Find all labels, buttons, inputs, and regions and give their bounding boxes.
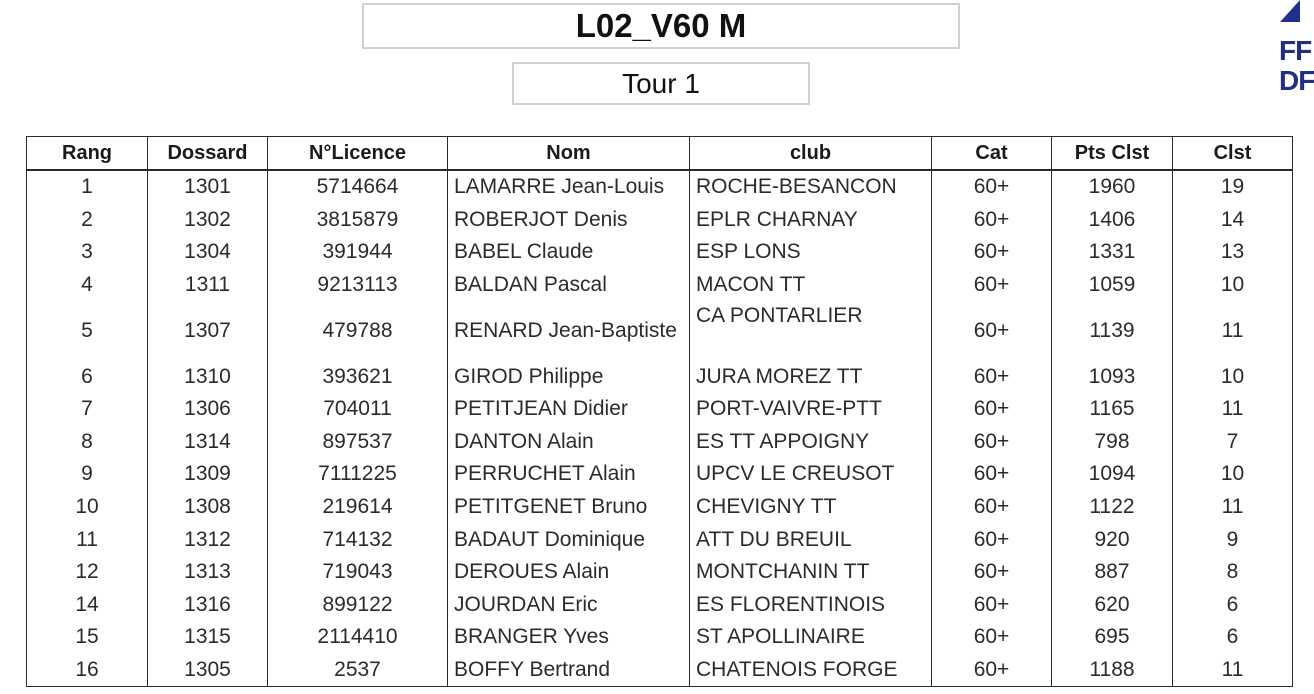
col-rang-cell: 10 [27, 491, 148, 524]
col-cat-cell: 60+ [932, 523, 1052, 556]
col-pts-clst-cell: 920 [1052, 523, 1173, 556]
col-licence-cell: 2114410 [268, 621, 448, 654]
col-nom-cell: BOFFY Bertrand [448, 654, 690, 687]
col-club-cell: ROCHE-BESANCON [690, 170, 932, 204]
col-licence-cell: 7111225 [268, 458, 448, 491]
table-row [27, 170, 1293, 204]
col-rang-cell: 12 [27, 556, 148, 589]
table-row [27, 301, 1293, 360]
col-pts-clst-cell: 1331 [1052, 236, 1173, 269]
col-clst-cell: 11 [1173, 491, 1293, 524]
col-cat-cell: 60+ [932, 236, 1052, 269]
col-dossard-cell: 1304 [148, 236, 268, 269]
col-rang-cell: 2 [27, 204, 148, 237]
col-nom-cell: BABEL Claude [448, 236, 690, 269]
federation-logo [1270, 0, 1314, 110]
col-club-cell: MONTCHANIN TT [690, 556, 932, 589]
col-pts-clst-cell: 1094 [1052, 458, 1173, 491]
col-rang-cell: 8 [27, 426, 148, 459]
col-dossard-cell: 1302 [148, 204, 268, 237]
col-nom-cell: BADAUT Dominique [448, 523, 690, 556]
col-cat-cell: 60+ [932, 654, 1052, 687]
col-licence-cell: 9213113 [268, 269, 448, 302]
col-dossard-cell: 1301 [148, 170, 268, 204]
col-pts-clst-cell: 1059 [1052, 269, 1173, 302]
col-cat-cell: 60+ [932, 301, 1052, 360]
col-licence-header: N°Licence [268, 137, 448, 171]
col-cat-cell: 60+ [932, 621, 1052, 654]
col-cat-cell: 60+ [932, 170, 1052, 204]
col-pts-clst-cell: 1122 [1052, 491, 1173, 524]
round-label: Tour 1 [512, 62, 810, 105]
col-cat-cell: 60+ [932, 589, 1052, 622]
col-clst-cell: 10 [1173, 458, 1293, 491]
col-club-cell: ST APOLLINAIRE [690, 621, 932, 654]
col-nom-cell: DANTON Alain [448, 426, 690, 459]
col-rang-cell: 6 [27, 360, 148, 393]
col-dossard-cell: 1313 [148, 556, 268, 589]
table-row [27, 458, 1293, 491]
col-rang-cell: 4 [27, 269, 148, 302]
col-clst-header: Clst [1173, 137, 1293, 171]
col-licence-cell: 5714664 [268, 170, 448, 204]
col-clst-cell: 11 [1173, 393, 1293, 426]
col-dossard-cell: 1307 [148, 301, 268, 360]
col-club-cell: CHATENOIS FORGE [690, 654, 932, 687]
col-club-cell: MACON TT [690, 269, 932, 302]
col-clst-cell: 8 [1173, 556, 1293, 589]
col-pts-clst-cell: 1188 [1052, 654, 1173, 687]
col-dossard-cell: 1315 [148, 621, 268, 654]
col-club-cell: PORT-VAIVRE-PTT [690, 393, 932, 426]
col-licence-cell: 714132 [268, 523, 448, 556]
col-nom-cell: JOURDAN Eric [448, 589, 690, 622]
col-club-cell: ES FLORENTINOIS [690, 589, 932, 622]
col-clst-cell: 6 [1173, 621, 1293, 654]
col-pts-clst-cell: 695 [1052, 621, 1173, 654]
col-pts-clst-cell: 1960 [1052, 170, 1173, 204]
col-pts-clst-cell: 1406 [1052, 204, 1173, 237]
col-cat-cell: 60+ [932, 393, 1052, 426]
col-nom-cell: BALDAN Pascal [448, 269, 690, 302]
col-clst-cell: 10 [1173, 269, 1293, 302]
col-rang-cell: 1 [27, 170, 148, 204]
col-dossard-cell: 1305 [148, 654, 268, 687]
results-table [26, 136, 1293, 687]
col-rang-cell: 7 [27, 393, 148, 426]
col-club-cell: ESP LONS [690, 236, 932, 269]
col-cat-cell: 60+ [932, 458, 1052, 491]
table-row [27, 236, 1293, 269]
col-licence-cell: 393621 [268, 360, 448, 393]
col-clst-cell: 10 [1173, 360, 1293, 393]
col-rang-cell: 15 [27, 621, 148, 654]
col-clst-cell: 14 [1173, 204, 1293, 237]
table-row [27, 360, 1293, 393]
col-nom-cell: PERRUCHET Alain [448, 458, 690, 491]
col-pts-clst-cell: 1139 [1052, 301, 1173, 360]
logo-text: FF DF [1279, 35, 1314, 96]
col-licence-cell: 3815879 [268, 204, 448, 237]
col-dossard-header: Dossard [148, 137, 268, 171]
col-licence-cell: 897537 [268, 426, 448, 459]
col-cat-header: Cat [932, 137, 1052, 171]
col-dossard-cell: 1308 [148, 491, 268, 524]
table-row [27, 589, 1293, 622]
table-row [27, 556, 1293, 589]
table-body [27, 170, 1293, 687]
col-clst-cell: 11 [1173, 301, 1293, 360]
table-row [27, 491, 1293, 524]
col-pts-clst-cell: 887 [1052, 556, 1173, 589]
table-row [27, 621, 1293, 654]
col-clst-cell: 19 [1173, 170, 1293, 204]
col-club-cell: UPCV LE CREUSOT [690, 458, 932, 491]
col-dossard-cell: 1314 [148, 426, 268, 459]
col-cat-cell: 60+ [932, 556, 1052, 589]
col-dossard-cell: 1311 [148, 269, 268, 302]
col-licence-cell: 704011 [268, 393, 448, 426]
col-nom-cell: BRANGER Yves [448, 621, 690, 654]
col-club-cell: ATT DU BREUIL [690, 523, 932, 556]
col-licence-cell: 719043 [268, 556, 448, 589]
col-nom-cell: RENARD Jean-Baptiste [448, 301, 690, 360]
col-rang-cell: 14 [27, 589, 148, 622]
col-rang-cell: 11 [27, 523, 148, 556]
col-pts-clst-cell: 1165 [1052, 393, 1173, 426]
col-pts-clst-cell: 798 [1052, 426, 1173, 459]
col-dossard-cell: 1309 [148, 458, 268, 491]
col-cat-cell: 60+ [932, 491, 1052, 524]
col-rang-header: Rang [27, 137, 148, 171]
col-nom-header: Nom [448, 137, 690, 171]
logo-triangle-icon [1280, 0, 1300, 22]
col-licence-cell: 2537 [268, 654, 448, 687]
col-clst-cell: 7 [1173, 426, 1293, 459]
col-licence-cell: 391944 [268, 236, 448, 269]
col-cat-cell: 60+ [932, 426, 1052, 459]
table-row [27, 523, 1293, 556]
col-nom-cell: PETITGENET Bruno [448, 491, 690, 524]
col-nom-cell: DEROUES Alain [448, 556, 690, 589]
col-nom-cell: ROBERJOT Denis [448, 204, 690, 237]
col-club-cell: EPLR CHARNAY [690, 204, 932, 237]
col-nom-cell: PETITJEAN Didier [448, 393, 690, 426]
col-clst-cell: 13 [1173, 236, 1293, 269]
col-cat-cell: 60+ [932, 204, 1052, 237]
col-pts-clst-cell: 1093 [1052, 360, 1173, 393]
col-club-cell: JURA MOREZ TT [690, 360, 932, 393]
col-dossard-cell: 1316 [148, 589, 268, 622]
col-club-cell: CHEVIGNY TT [690, 491, 932, 524]
col-rang-cell: 9 [27, 458, 148, 491]
col-rang-cell: 5 [27, 301, 148, 360]
col-nom-cell: GIROD Philippe [448, 360, 690, 393]
col-club-cell: CA PONTARLIER [690, 301, 932, 360]
col-cat-cell: 60+ [932, 269, 1052, 302]
col-licence-cell: 219614 [268, 491, 448, 524]
col-licence-cell: 899122 [268, 589, 448, 622]
col-pts-clst-cell: 620 [1052, 589, 1173, 622]
table-row [27, 426, 1293, 459]
col-nom-cell: LAMARRE Jean-Louis [448, 170, 690, 204]
col-clst-cell: 11 [1173, 654, 1293, 687]
col-dossard-cell: 1310 [148, 360, 268, 393]
col-club-cell: ES TT APPOIGNY [690, 426, 932, 459]
table-row [27, 393, 1293, 426]
col-dossard-cell: 1306 [148, 393, 268, 426]
col-clst-cell: 6 [1173, 589, 1293, 622]
col-clst-cell: 9 [1173, 523, 1293, 556]
table-row [27, 654, 1293, 687]
table-row [27, 269, 1293, 302]
col-cat-cell: 60+ [932, 360, 1052, 393]
col-dossard-cell: 1312 [148, 523, 268, 556]
col-pts-clst-header: Pts Clst [1052, 137, 1173, 171]
col-rang-cell: 16 [27, 654, 148, 687]
header-row [27, 137, 1293, 171]
page-title: L02_V60 M [362, 3, 960, 49]
col-rang-cell: 3 [27, 236, 148, 269]
table-row [27, 204, 1293, 237]
col-club-header: club [690, 137, 932, 171]
col-licence-cell: 479788 [268, 301, 448, 360]
